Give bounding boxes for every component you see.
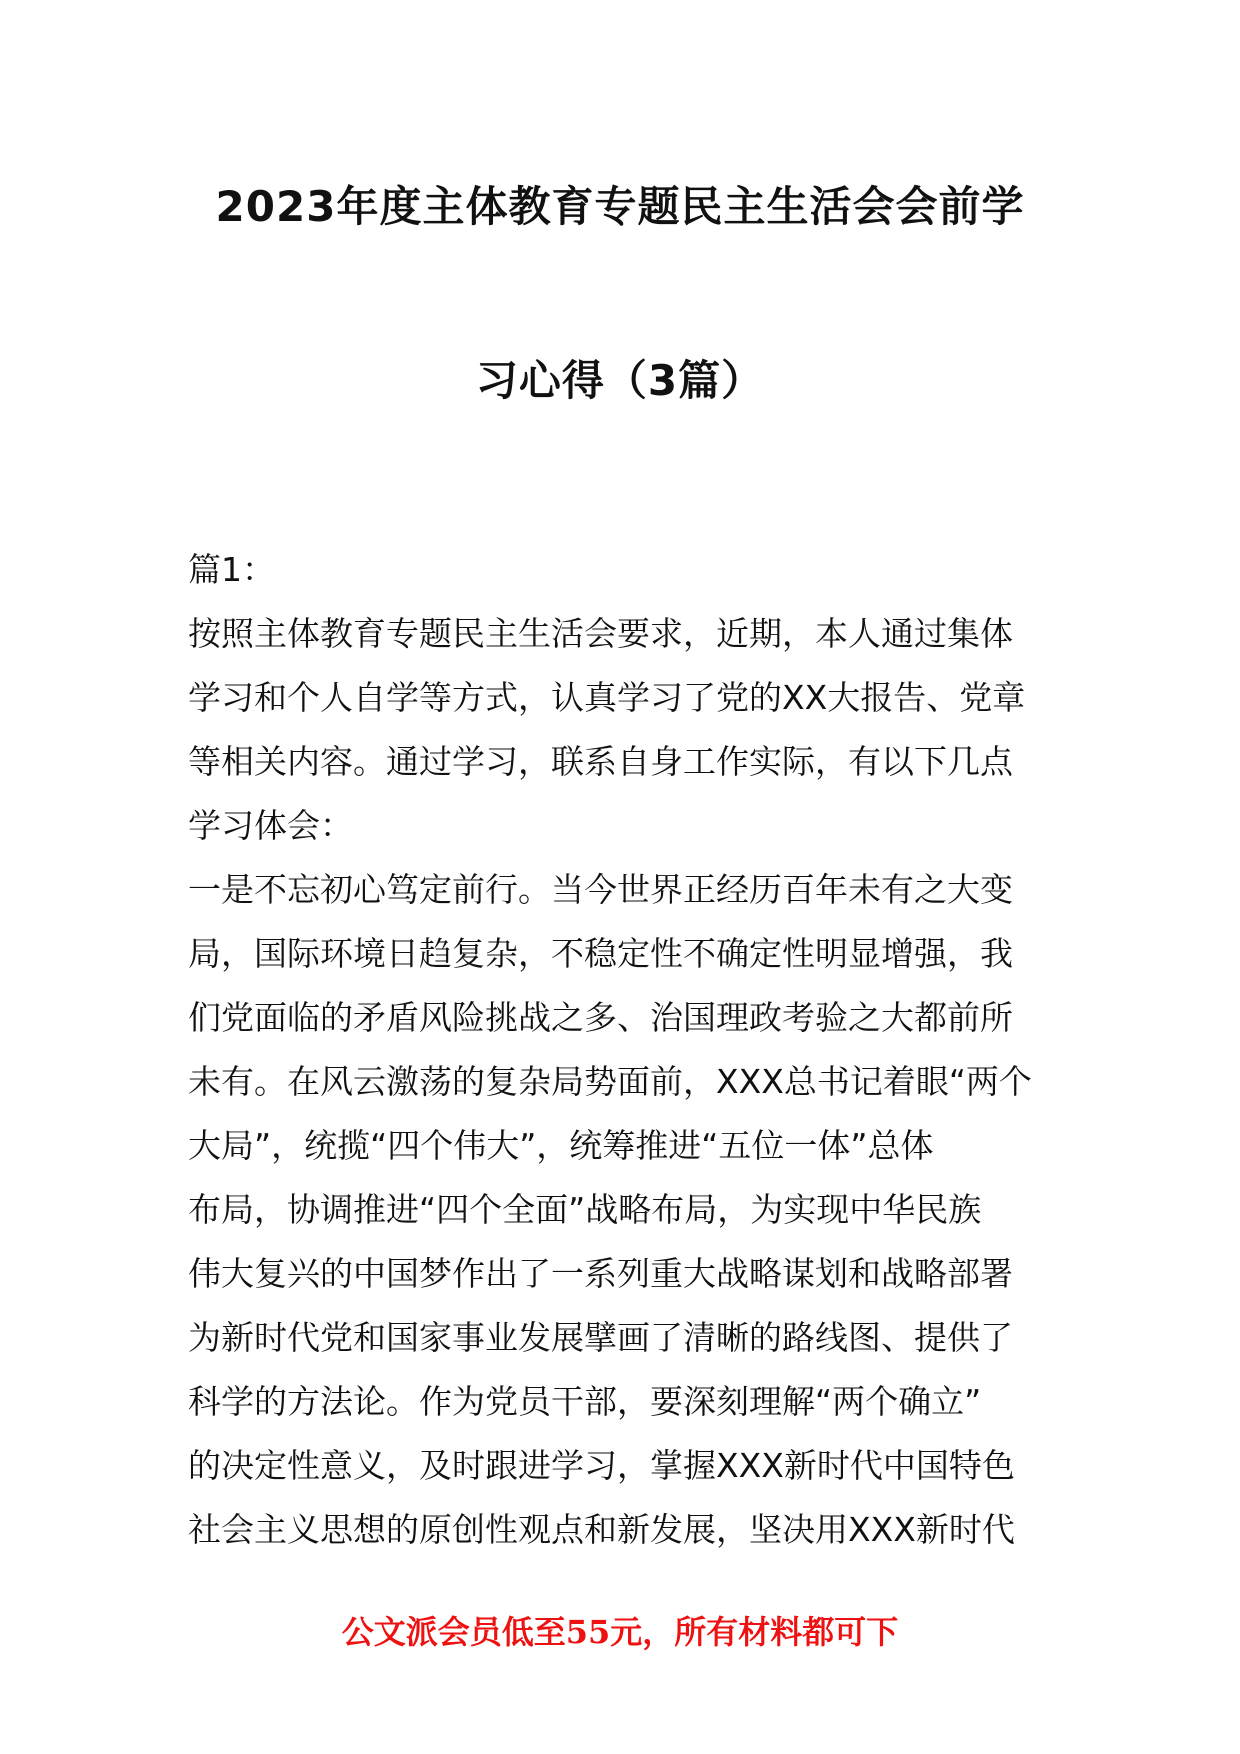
body-line: 按照主体教育专题民主生活会要求，近期，本人通过集体 <box>188 614 1013 653</box>
body-line: 科学的方法论。作为党员干部，要深刻理解“两个确立” <box>188 1382 982 1421</box>
body-line: 大局”，统揽“四个伟大”，统筹推进“五位一体”总体 <box>188 1126 934 1165</box>
body-line: 为新时代党和国家事业发展擘画了清晰的路线图、提供了 <box>188 1318 1013 1357</box>
body-line: 伟大复兴的中国梦作出了一系列重大战略谋划和战略部署 <box>188 1254 1013 1293</box>
document-title-line-1: 2023年度主体教育专题民主生活会会前学 <box>215 182 1025 231</box>
body-line: 学习体会： <box>188 806 353 845</box>
body-line: 局，国际环境日趋复杂，不稳定性不确定性明显增强，我 <box>188 934 1013 973</box>
body-line: 一是不忘初心笃定前行。当今世界正经历百年未有之大变 <box>188 870 1013 909</box>
section-label <box>188 538 1056 602</box>
body-line: 的决定性意义，及时跟进学习，掌握XXX新时代中国特色 <box>188 1446 1015 1485</box>
body-line: 学习和个人自学等方式，认真学习了党的XX大报告、党章 <box>188 678 1026 717</box>
body-line: 等相关内容。通过学习，联系自身工作实际，有以下几点 <box>188 742 1013 781</box>
section-label-text: 篇1： <box>188 550 275 589</box>
body-line: 未有。在风云激荡的复杂局势面前，XXX总书记着眼“两个 <box>188 1062 1032 1101</box>
membership-promo-note: 公文派会员低至55元，所有材料都可下 <box>341 1613 899 1651</box>
body-paragraph <box>188 602 1056 1562</box>
body-line: 社会主义思想的原创性观点和新发展，坚决用XXX新时代 <box>188 1510 1015 1549</box>
body-line: 布局，协调推进“四个全面”战略布局，为实现中华民族 <box>188 1190 982 1229</box>
body-line: 们党面临的矛盾风险挑战之多、治国理政考验之大都前所 <box>188 998 1013 1037</box>
document-title-line-2: 习心得（3篇） <box>475 356 765 405</box>
